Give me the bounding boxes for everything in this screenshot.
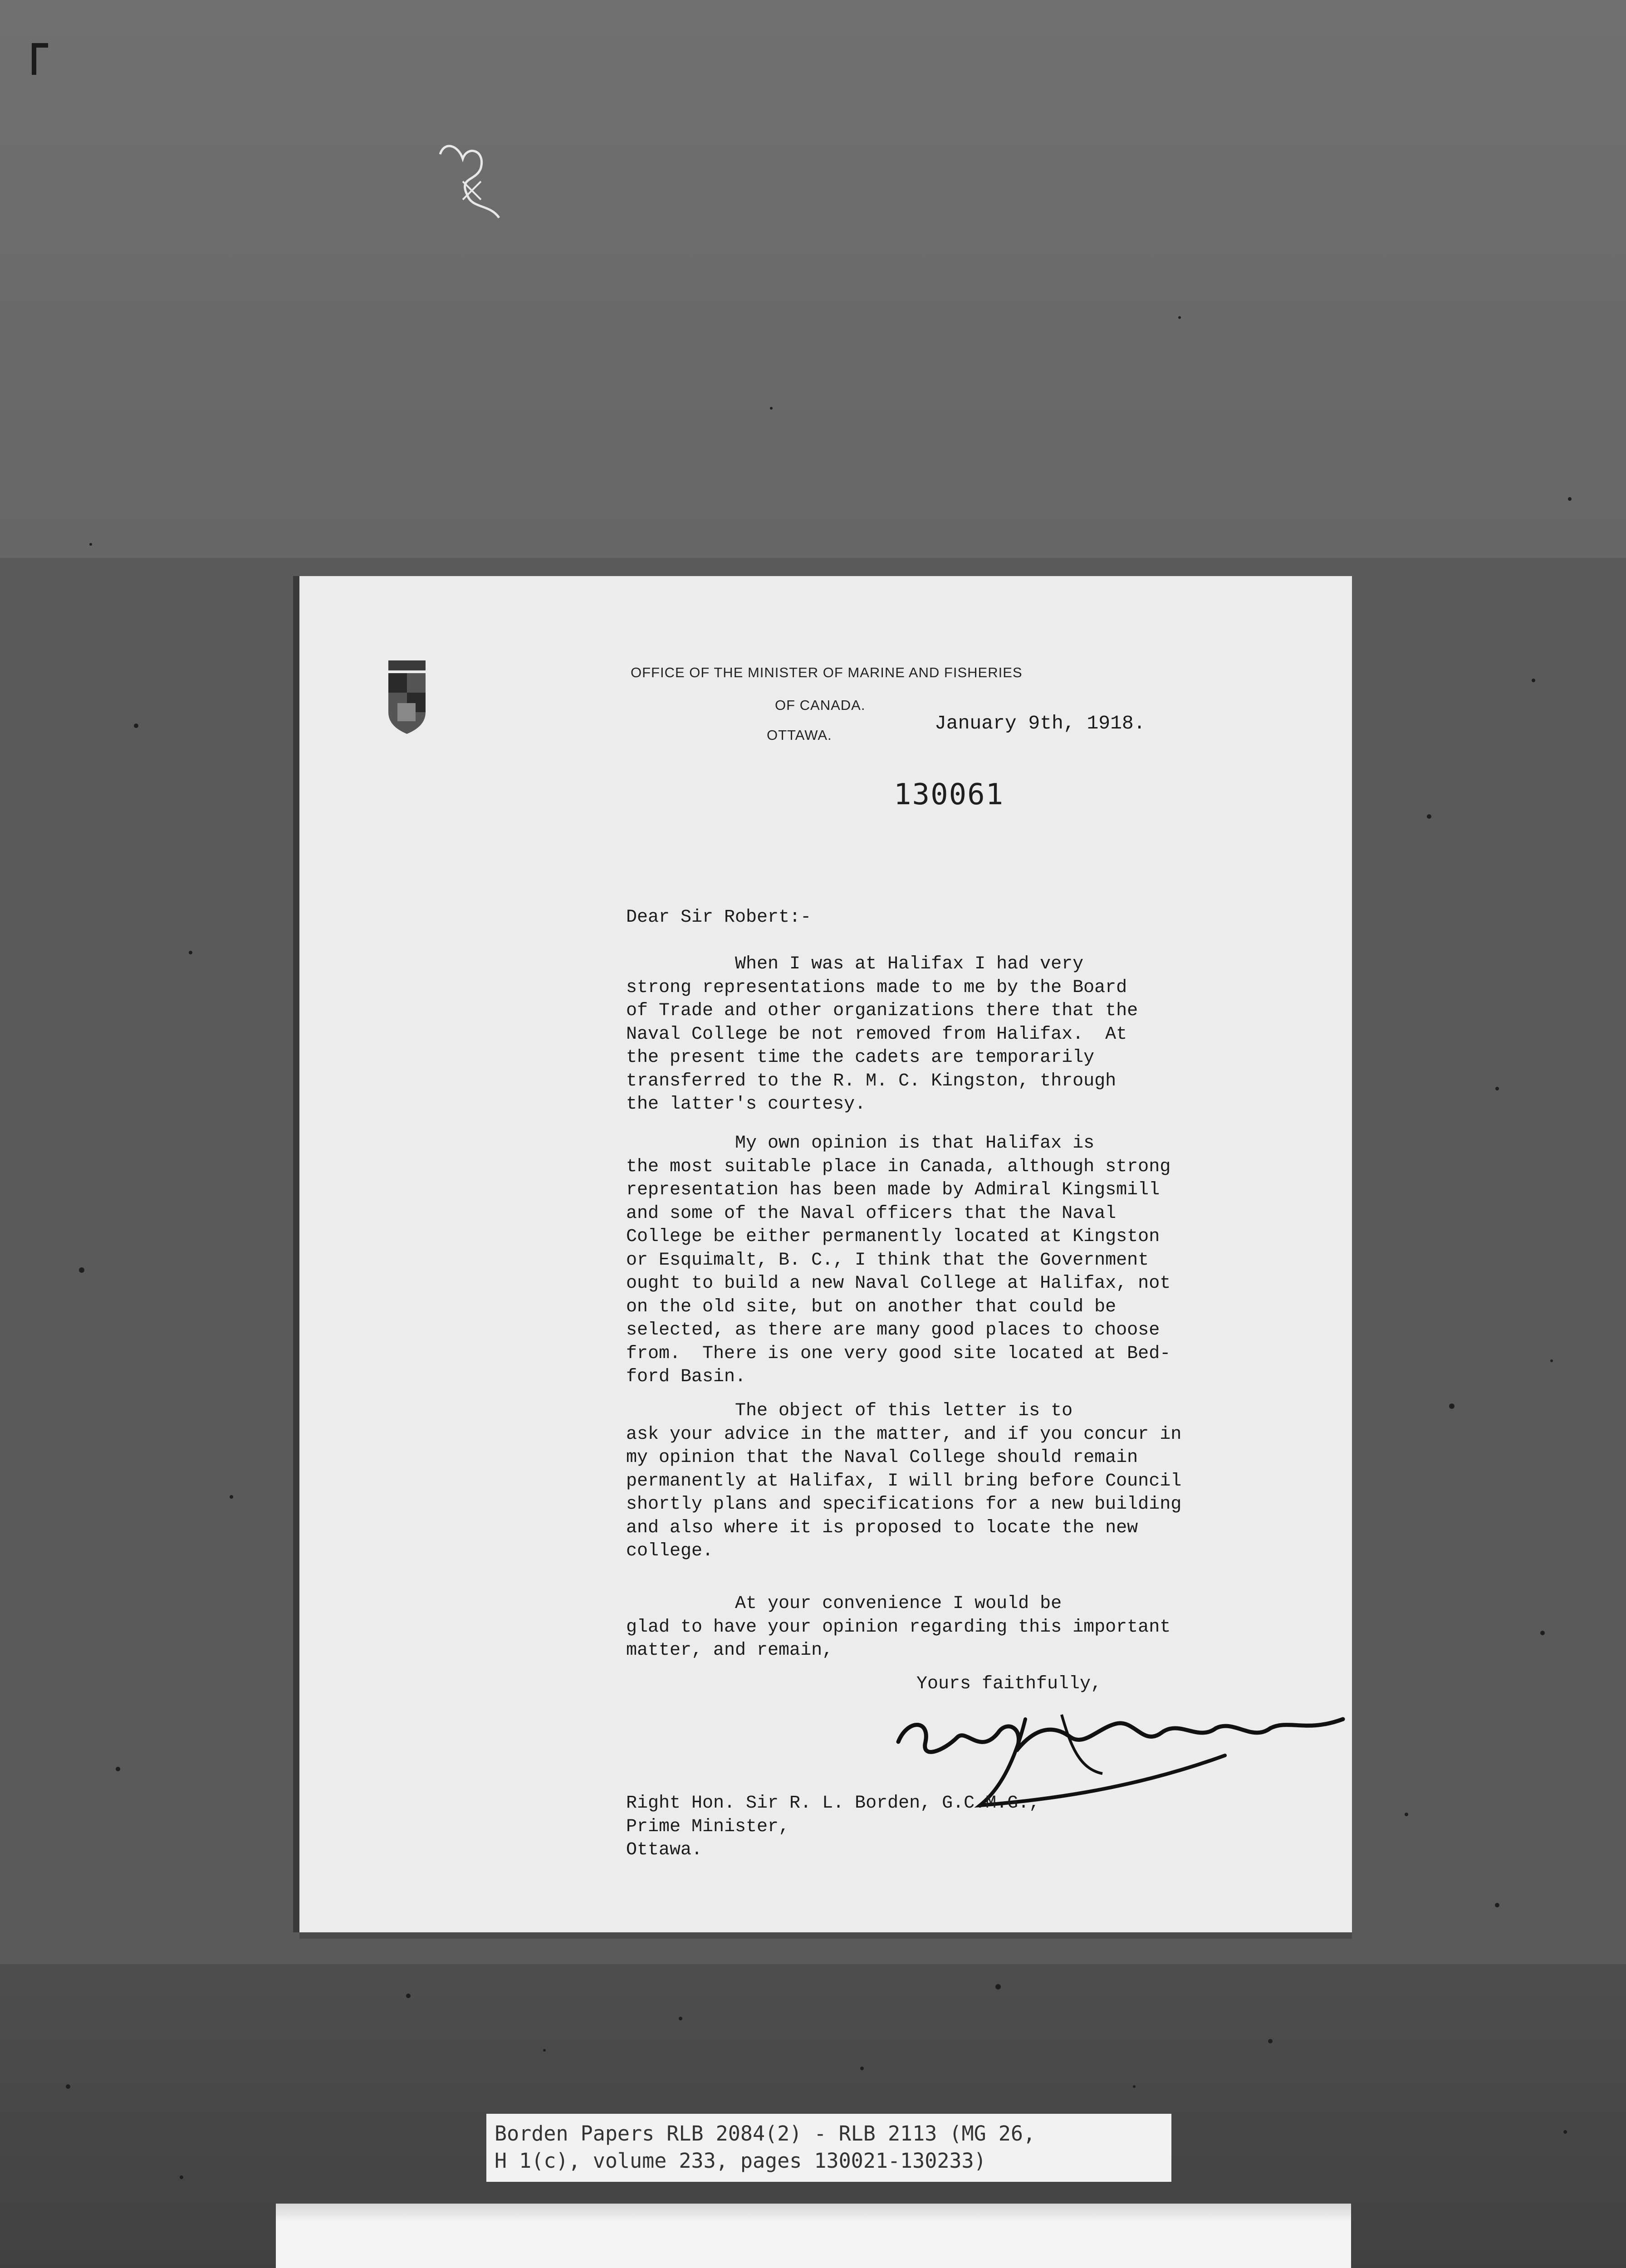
letterhead-country: OF CANADA. [775,697,866,713]
addressee: Right Hon. Sir R. L. Borden, G.C.M.G., Prime Minister, Ottawa. [626,1793,1040,1860]
letterhead-city: OTTAWA. [767,727,832,743]
coat-of-arms-icon [386,658,428,735]
letter-sheet [299,576,1352,1932]
archives-card [276,2204,1351,2268]
paragraph-3: The object of this letter is to ask your advice in the matter, and if you concur in my opinion that the Naval College should remain permanently at Halifax, I will bring before Council shortly plans and specifications for a new building and also where it is proposed to locate the new college. [626,1401,1182,1561]
closing: Yours faithfully, [916,1674,1102,1694]
salutation: Dear Sir Robert:- [626,907,812,928]
paragraph-1: When I was at Halifax I had very strong representations made to me by the Board of Trade and other organizations there that the Naval College be not removed from Halifax. At the present time the cadets are temporarily transferred to the R. M. C. Kingston, through the latter's courtesy. [626,954,1138,1114]
stamp-number: 130061 [894,778,1004,811]
card-shadow [276,2204,1351,2222]
letter-date: January 9th, 1918. [935,712,1146,734]
citation-label: Borden Papers RLB 2084(2) - RLB 2113 (MG 26, H 1(c), volume 233, pages 130021-130233) [486,2114,1171,2182]
paragraph-2: My own opinion is that Halifax is the most suitable place in Canada, although strong representation has been made by Admiral Kingsmill and some of the Naval officers that the Naval College be either permanently located at Kingston or Esquimalt, B. C., I think that the Government ought to build a new Naval College at Halifax, not on the old site, but on another that could be selected, as there are many good places to choose from. There is one very good site located at Bed- ford Basin. [626,1133,1171,1387]
paragraph-4: At your convenience I would be glad to have your opinion regarding this important matter, and remain, [626,1593,1171,1661]
letterhead-office: OFFICE OF THE MINISTER OF MARINE AND FISHERIES [631,665,1023,680]
